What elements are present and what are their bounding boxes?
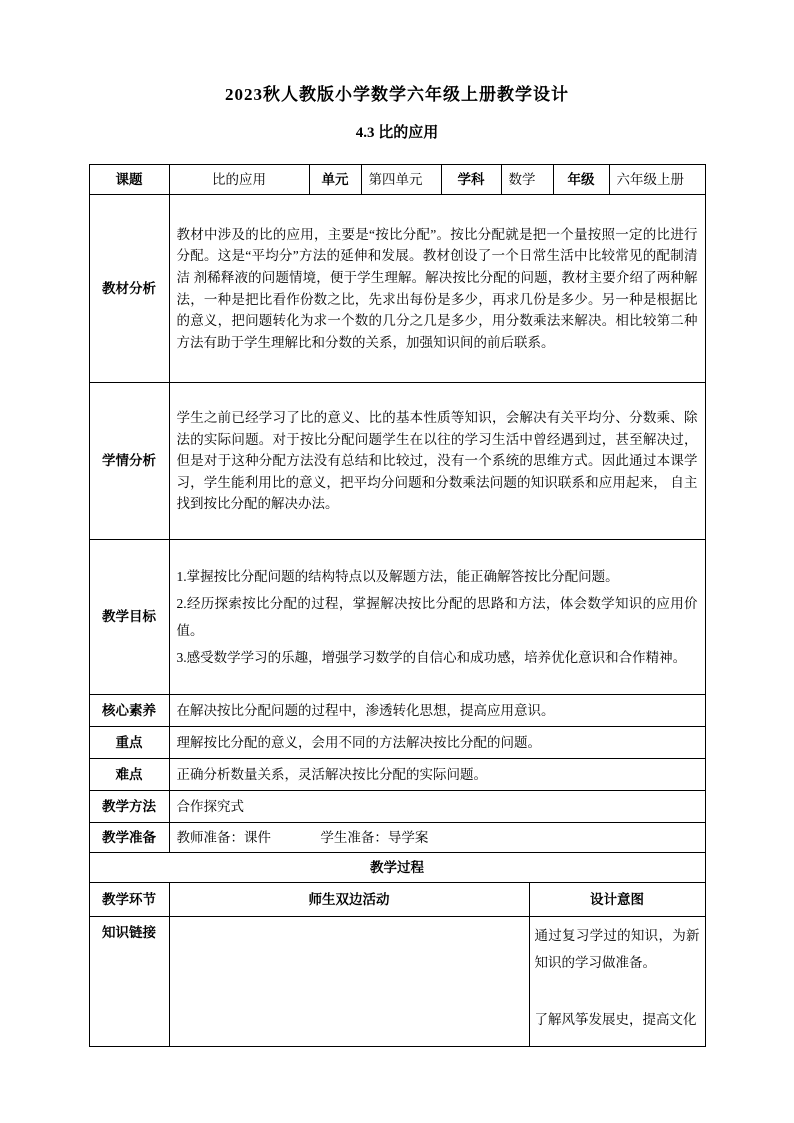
material-analysis-label: 教材分析 — [89, 195, 169, 383]
difficult-point-text: 正确分析数量关系，灵活解决按比分配的实际问题。 — [169, 759, 705, 791]
activity-column-header: 师生双边活动 — [169, 883, 529, 917]
student-preparation: 学生准备：导学案 — [320, 829, 429, 845]
core-competency-text: 在解决按比分配问题的过程中，渗透转化思想，提高应用意识。 — [169, 695, 705, 727]
knowledge-link-intent-paragraph: 了解风筝发展史，提高文化 — [534, 1012, 697, 1027]
grade-value: 六年级上册 — [609, 165, 705, 195]
table-row-material-analysis — [89, 195, 705, 383]
document-subtitle: 4.3 比的应用 — [355, 125, 439, 141]
core-competency-label: 核心素养 — [89, 695, 169, 727]
knowledge-link-label: 知识链接 — [89, 917, 169, 1047]
teaching-preparation-label: 教学准备 — [89, 823, 169, 853]
teaching-preparation-text — [169, 823, 705, 853]
intent-column-header: 设计意图 — [529, 883, 705, 917]
table-row-header-info — [89, 165, 705, 195]
teaching-goals-label: 教学目标 — [89, 540, 169, 695]
table-row-difficult-point — [89, 759, 705, 791]
learner-analysis-text: 学生之前已经学习了比的意义、比的基本性质等知识，会解决有关平均分、分数乘、除 法的实际问题。对于按比分配问题学生在以往的学习生活中曾经遇到过，甚至解决过，但是对于这种分配方法没有总结和比较过，没有一个系统的思维方式。因此通过本课学习，学生能利用比的意义，把平均分问题和分数乘法问题的知识联系和应用起来， 自主找到按比分配的解决办法。 — [169, 383, 705, 540]
table-row-teaching-preparation — [89, 823, 705, 853]
grade-label: 年级 — [553, 165, 609, 195]
document-title: 2023秋人教版小学数学六年级上册教学设计 — [225, 85, 569, 104]
difficult-point-label: 难点 — [89, 759, 169, 791]
knowledge-link-activity-cell — [169, 917, 529, 1047]
table-row-learner-analysis — [89, 383, 705, 540]
table-row-key-point — [89, 727, 705, 759]
lesson-plan-table — [89, 164, 706, 1047]
unit-label: 单元 — [309, 165, 361, 195]
table-row-core-competency — [89, 695, 705, 727]
material-analysis-text: 教材中涉及的比的应用，主要是“按比分配”。按比分配就是把一个量按照一定的比进行分配。这是“平均分”方法的延伸和发展。教材创设了一个日常生活中比较常见的配制清洁 剂稀释液的问题情境，便于学生理解。解决按比分配的问题，教材主要介绍了两种解法，一种是把比看作份数之比，先求出每份是多少，再求几份是多少。另一种是根据比的意义，把问题转化为求一个数的几分之几是多少，用分数乘法来解决。相比较第二种方法有助于学生理解比和分数的关系，加强知识间的前后联系。 — [169, 195, 705, 383]
subject-value: 数学 — [501, 165, 553, 195]
key-point-text: 理解按比分配的意义，会用不同的方法解决按比分配的问题。 — [169, 727, 705, 759]
table-row-process-header — [89, 853, 705, 883]
unit-value: 第四单元 — [361, 165, 441, 195]
process-header: 教学过程 — [89, 853, 705, 883]
stage-column-header: 教学环节 — [89, 883, 169, 917]
table-row-teaching-method — [89, 791, 705, 823]
knowledge-link-intent-cell — [529, 917, 705, 1047]
topic-value: 比的应用 — [169, 165, 309, 195]
teaching-goal-item: 2.经历探索按比分配的过程，掌握解决按比分配的思路和方法，体会数学知识的应用价值。 — [176, 596, 698, 638]
teaching-method-label: 教学方法 — [89, 791, 169, 823]
key-point-label: 重点 — [89, 727, 169, 759]
learner-analysis-label: 学情分析 — [89, 383, 169, 540]
teacher-preparation: 教师准备：课件 — [176, 829, 271, 845]
knowledge-link-intent-paragraph: 通过复习学过的知识，为新知识的学习做准备。 — [534, 928, 700, 970]
topic-label: 课题 — [89, 165, 169, 195]
teaching-goals-text — [169, 540, 705, 695]
teaching-goal-item: 3.感受数学学习的乐趣，增强学习数学的自信心和成功感，培养优化意识和合作精神。 — [176, 650, 687, 665]
subject-label: 学科 — [441, 165, 501, 195]
table-row-knowledge-link — [89, 917, 705, 1047]
table-row-stage-header — [89, 883, 705, 917]
teaching-method-text: 合作探究式 — [169, 791, 705, 823]
teaching-goal-item: 1.掌握按比分配问题的结构特点以及解题方法，能正确解答按比分配问题。 — [176, 569, 619, 584]
table-row-teaching-goals — [89, 540, 705, 695]
